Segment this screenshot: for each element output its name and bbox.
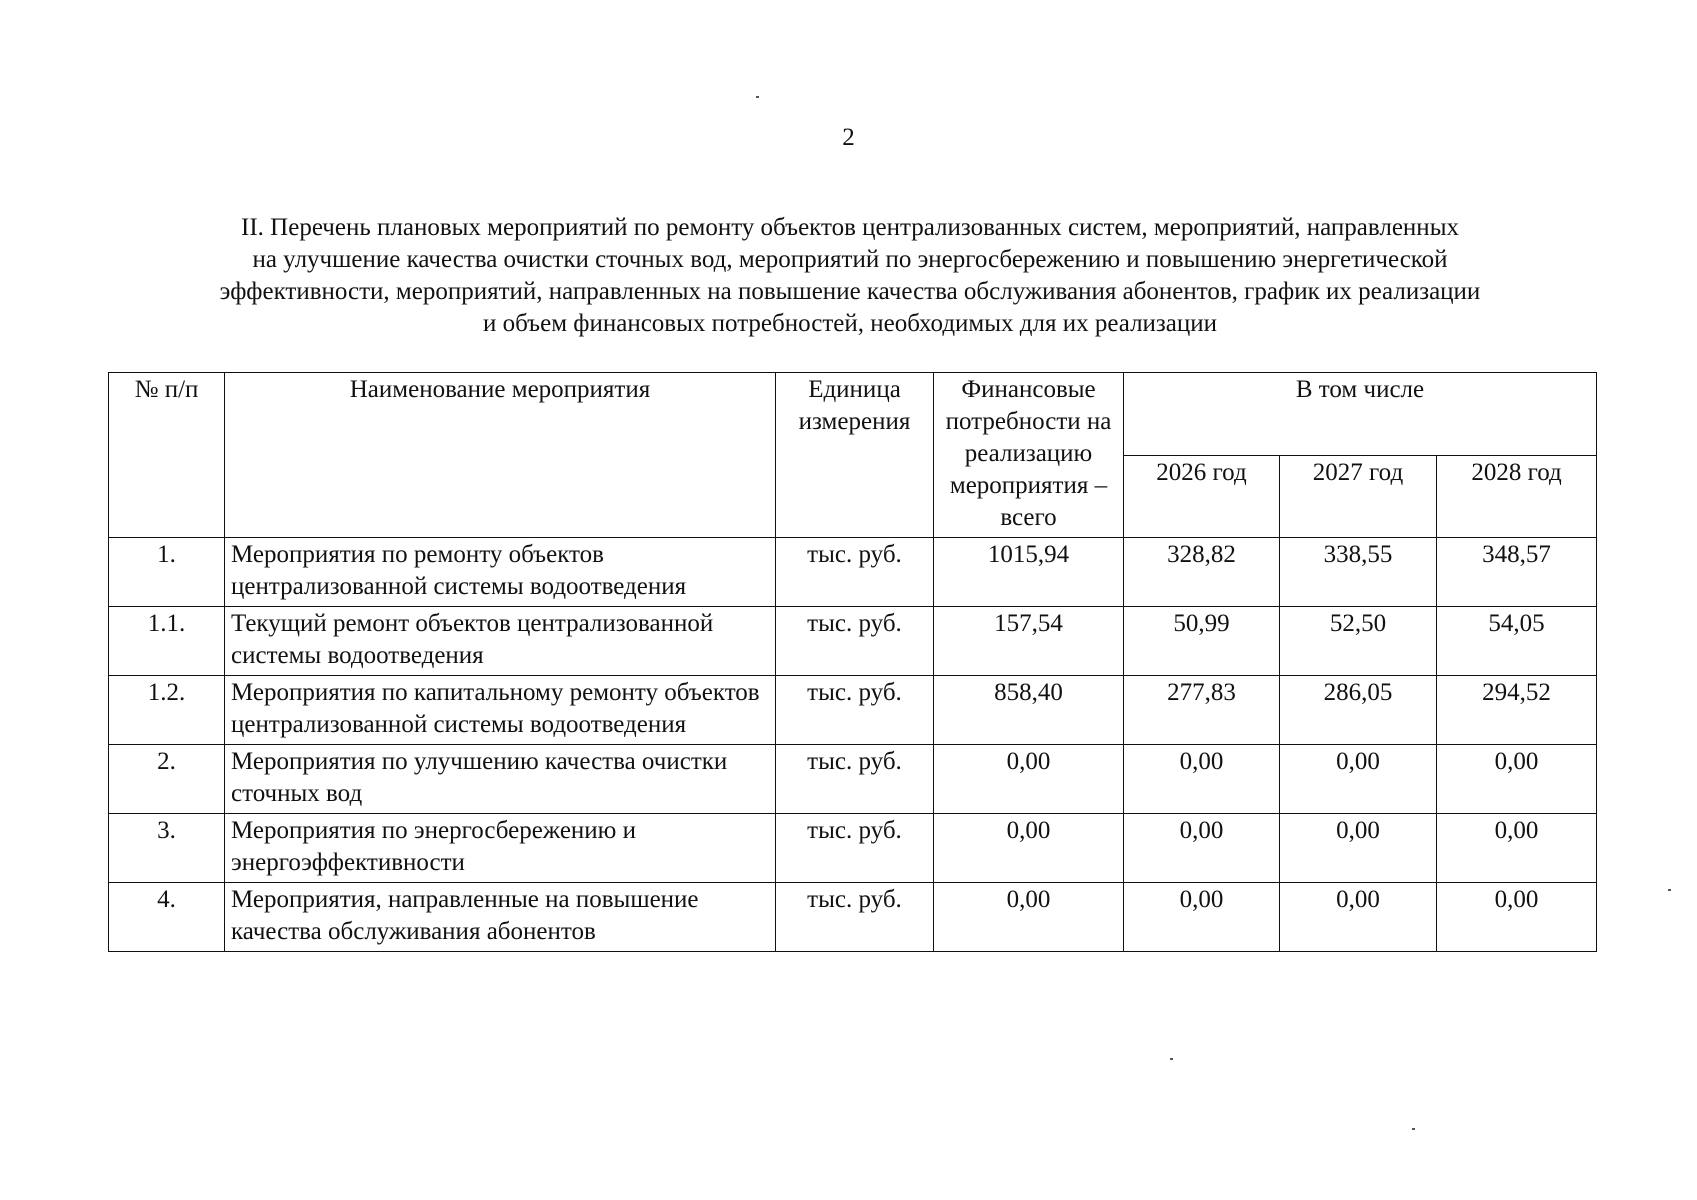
value-2026: 277,83 bbox=[1124, 676, 1280, 745]
value-2028: 348,57 bbox=[1437, 538, 1597, 607]
value-2028: 0,00 bbox=[1437, 814, 1597, 883]
heading-line: эффективности, мероприятий, направленных на повышение качества обслуживания абонентов, график их реализации bbox=[219, 278, 1481, 305]
unit-cell: тыс. руб. bbox=[776, 676, 934, 745]
table-header-row bbox=[109, 373, 1597, 456]
value-2026: 0,00 bbox=[1124, 745, 1280, 814]
total-value: 858,40 bbox=[934, 676, 1124, 745]
total-value: 0,00 bbox=[934, 745, 1124, 814]
header-year-2028: 2028 год bbox=[1437, 455, 1597, 538]
header-num: № п/п bbox=[109, 373, 225, 538]
scan-speck bbox=[1170, 1058, 1173, 1060]
value-2027: 52,50 bbox=[1280, 607, 1437, 676]
unit-cell: тыс. руб. bbox=[776, 745, 934, 814]
header-year-2026: 2026 год bbox=[1124, 455, 1280, 538]
value-2027: 0,00 bbox=[1280, 883, 1437, 952]
total-value: 1015,94 bbox=[934, 538, 1124, 607]
value-2027: 286,05 bbox=[1280, 676, 1437, 745]
unit-cell: тыс. руб. bbox=[776, 883, 934, 952]
table-row bbox=[109, 676, 1597, 745]
unit-cell: тыс. руб. bbox=[776, 814, 934, 883]
row-number: 2. bbox=[109, 745, 225, 814]
header-total: Финансовые потребности на реализацию мероприятия – всего bbox=[934, 373, 1124, 538]
page-number: 2 bbox=[842, 124, 855, 151]
scan-speck bbox=[1412, 1128, 1415, 1130]
measure-name: Мероприятия по улучшению качества очистки сточных вод bbox=[225, 745, 776, 814]
scan-speck bbox=[756, 96, 759, 98]
measure-name: Мероприятия, направленные на повышение качества обслуживания абонентов bbox=[225, 883, 776, 952]
table-row bbox=[109, 883, 1597, 952]
value-2028: 54,05 bbox=[1437, 607, 1597, 676]
value-2026: 0,00 bbox=[1124, 883, 1280, 952]
value-2026: 328,82 bbox=[1124, 538, 1280, 607]
row-number: 1.2. bbox=[109, 676, 225, 745]
document-heading bbox=[110, 212, 1590, 340]
total-value: 0,00 bbox=[934, 814, 1124, 883]
heading-line: на улучшение качества очистки сточных вод, мероприятий по энергосбережению и повышению энергетической bbox=[252, 246, 1448, 273]
measure-name: Текущий ремонт объектов централизованной системы водоотведения bbox=[225, 607, 776, 676]
unit-cell: тыс. руб. bbox=[776, 538, 934, 607]
value-2026: 0,00 bbox=[1124, 814, 1280, 883]
measure-name: Мероприятия по ремонту объектов централизованной системы водоотведения bbox=[225, 538, 776, 607]
heading-line: и объем финансовых потребностей, необходимых для их реализации bbox=[482, 310, 1218, 337]
value-2027: 0,00 bbox=[1280, 814, 1437, 883]
row-number: 4. bbox=[109, 883, 225, 952]
value-2028: 294,52 bbox=[1437, 676, 1597, 745]
heading-line: II. Перечень плановых мероприятий по ремонту объектов централизованных систем, мероприятий, направленных bbox=[241, 214, 1459, 241]
row-number: 3. bbox=[109, 814, 225, 883]
value-2027: 338,55 bbox=[1280, 538, 1437, 607]
measures-table bbox=[108, 372, 1597, 952]
value-2028: 0,00 bbox=[1437, 883, 1597, 952]
scan-speck bbox=[1668, 889, 1671, 891]
header-group: В том числе bbox=[1124, 373, 1597, 456]
table-row bbox=[109, 745, 1597, 814]
table-row bbox=[109, 538, 1597, 607]
unit-cell: тыс. руб. bbox=[776, 607, 934, 676]
value-2027: 0,00 bbox=[1280, 745, 1437, 814]
value-2028: 0,00 bbox=[1437, 745, 1597, 814]
row-number: 1. bbox=[109, 538, 225, 607]
row-number: 1.1. bbox=[109, 607, 225, 676]
total-value: 157,54 bbox=[934, 607, 1124, 676]
total-value: 0,00 bbox=[934, 883, 1124, 952]
measure-name: Мероприятия по капитальному ремонту объектов централизованной системы водоотведения bbox=[225, 676, 776, 745]
header-unit: Единица измерения bbox=[776, 373, 934, 538]
measure-name: Мероприятия по энергосбережению и энергоэффективности bbox=[225, 814, 776, 883]
value-2026: 50,99 bbox=[1124, 607, 1280, 676]
table-row bbox=[109, 607, 1597, 676]
table-row bbox=[109, 814, 1597, 883]
header-name: Наименование мероприятия bbox=[225, 373, 776, 538]
header-year-2027: 2027 год bbox=[1280, 455, 1437, 538]
